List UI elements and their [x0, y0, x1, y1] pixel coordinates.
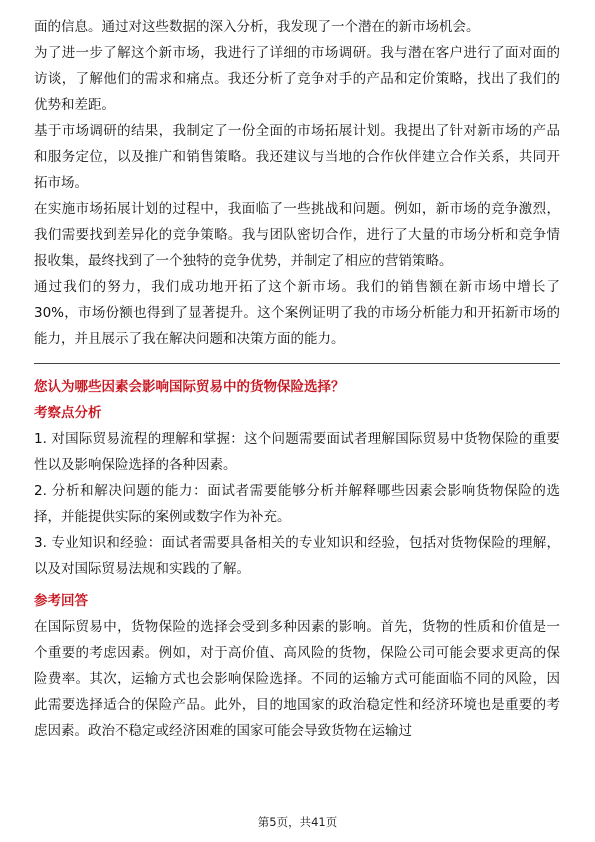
analysis-item-1: 1. 对国际贸易流程的理解和掌握：这个问题需要面试者理解国际贸易中货物保险的重要性以及影响保险选择的各种因素。 — [34, 431, 560, 473]
document-page — [34, 14, 560, 744]
case-paragraph-5: 通过我们的努力，我们成功地开拓了这个新市场。我们的销售额在新市场中增长了30%，市场份额也得到了显著提升。这个案例证明了我的市场分析能力和开拓新市场的能力，并且展示了我在解决问题和决策方面的能力。 — [34, 279, 560, 347]
analysis-title: 考察点分析 — [34, 405, 102, 421]
case-paragraph-2: 为了进一步了解这个新市场，我进行了详细的市场调研。我与潜在客户进行了面对面的访谈，了解他们的需求和痛点。我还分析了竞争对手的产品和定价策略，找出了我们的优势和差距。 — [34, 45, 560, 113]
section-divider — [34, 363, 560, 364]
case-paragraph-1: 面的信息。通过对这些数据的深入分析，我发现了一个潜在的新市场机会。 — [34, 19, 480, 35]
page-number-footer: 第5页，共41页 — [257, 815, 338, 829]
analysis-item-3: 3. 专业知识和经验：面试者需要具备相关的专业知识和经验，包括对货物保险的理解，以及对国际贸易法规和实践的了解。 — [34, 535, 560, 577]
case-paragraph-4: 在实施市场拓展计划的过程中，我面临了一些挑战和问题。例如，新市场的竞争激烈，我们需要找到差异化的竞争策略。我与团队密切合作，进行了大量的市场分析和竞争情报收集，最终找到了一个独特的竞争优势，并制定了相应的营销策略。 — [34, 201, 560, 269]
answer-title: 参考回答 — [34, 593, 88, 609]
analysis-item-2: 2. 分析和解决问题的能力：面试者需要能够分析并解释哪些因素会影响货物保险的选择，并能提供实际的案例或数字作为补充。 — [34, 483, 560, 525]
case-paragraph-3: 基于市场调研的结果，我制定了一份全面的市场拓展计划。我提出了针对新市场的产品和服务定位，以及推广和销售策略。我还建议与当地的合作伙伴建立合作关系，共同开拓市场。 — [34, 123, 560, 191]
answer-text: 在国际贸易中，货物保险的选择会受到多种因素的影响。首先，货物的性质和价值是一个重要的考虑因素。例如，对于高价值、高风险的货物，保险公司可能会要求更高的保险费率。其次，运输方式也会影响保险选择。不同的运输方式可能面临不同的风险，因此需要选择适合的保险产品。此外，目的地国家的政治稳定性和经济环境也是重要的考虑因素。政治不稳定或经济困难的国家可能会导致货物在运输过 — [34, 619, 560, 739]
question-heading: 您认为哪些因素会影响国际贸易中的货物保险选择？ — [34, 379, 345, 395]
